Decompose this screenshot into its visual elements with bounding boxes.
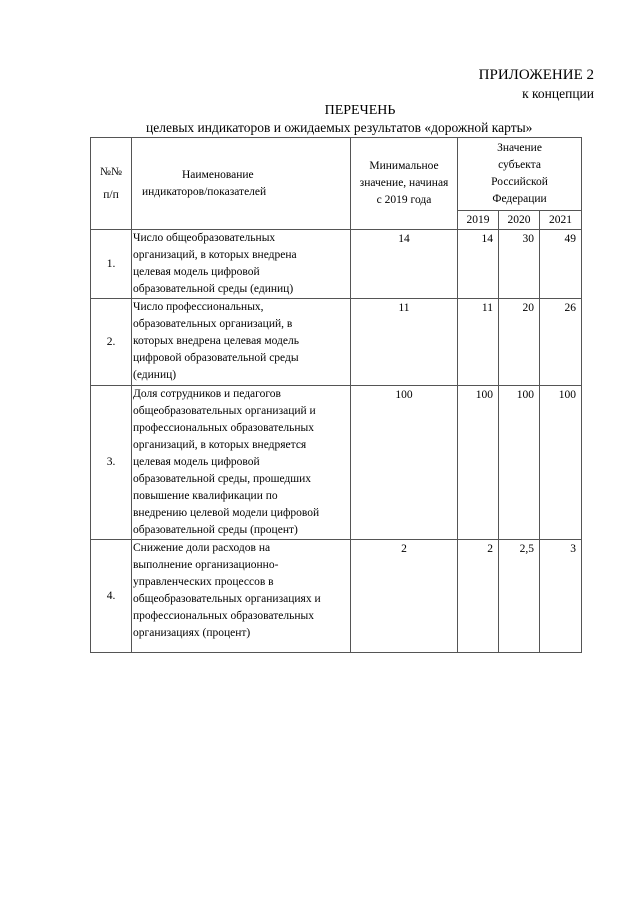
indicator-name-line: Доля сотрудников и педагогов: [133, 388, 281, 400]
indicator-name-line: которых внедрена целевая модель: [133, 335, 299, 347]
indicator-name-line: профессиональных образовательных: [133, 610, 314, 622]
column-header-min-line1: Минимальное: [369, 160, 439, 172]
indicator-name-line: организаций, в которых внедрена: [133, 249, 297, 261]
column-header-number-line1: №№: [100, 165, 122, 178]
indicator-name-line: Число общеобразовательных: [133, 232, 276, 244]
column-header-value-line1: Значение: [497, 142, 542, 154]
value-2021: 49: [540, 230, 582, 299]
table-row: [91, 386, 582, 540]
indicator-name-line: целевая модель цифровой: [133, 456, 260, 468]
indicator-name-line: организациях (процент): [133, 627, 251, 639]
indicator-name: [132, 230, 351, 299]
row-number: 3.: [91, 386, 132, 540]
indicator-name: [132, 299, 351, 386]
indicator-name-line: профессиональных образовательных: [133, 422, 314, 434]
indicator-name-line: (единиц): [133, 369, 177, 381]
value-2021: 100: [540, 386, 582, 540]
value-2019: 11: [458, 299, 499, 386]
value-2021: 3: [540, 540, 582, 653]
table-row: [91, 540, 582, 653]
column-header-value-line3: Российской: [491, 176, 548, 188]
appendix-label: [479, 67, 594, 102]
indicator-name-line: управленческих процессов в: [133, 576, 274, 588]
table-row: [91, 230, 582, 299]
column-header-value-line2: субъекта: [498, 159, 541, 171]
indicator-name-line: Число профессиональных,: [133, 301, 264, 313]
indicator-name: [132, 386, 351, 540]
min-value: 14: [351, 230, 458, 299]
value-2020: 20: [499, 299, 540, 386]
value-2019: 14: [458, 230, 499, 299]
table-row: [91, 299, 582, 386]
year-header-2019: 2019: [458, 211, 499, 230]
column-header-name: [132, 138, 351, 230]
indicator-name-line: организаций, в которых внедряется: [133, 439, 307, 451]
min-value: 100: [351, 386, 458, 540]
value-2019: 100: [458, 386, 499, 540]
column-header-name-line2: индикаторов/показателей: [142, 185, 267, 198]
row-number: 4.: [91, 540, 132, 653]
year-header-2021: 2021: [540, 211, 582, 230]
appendix-subtitle: к концепции: [522, 86, 594, 101]
indicator-name-line: общеобразовательных организациях и: [133, 593, 321, 605]
column-header-min-line2: значение, начиная: [359, 177, 449, 189]
indicator-name-line: общеобразовательных организаций и: [133, 405, 316, 417]
indicator-name-line: повышение квалификации по: [133, 490, 278, 502]
value-2020: 100: [499, 386, 540, 540]
value-2019: 2: [458, 540, 499, 653]
indicator-name-line: образовательной среды, прошедших: [133, 473, 312, 485]
row-number: 2.: [91, 299, 132, 386]
indicator-name-line: цифровой образовательной среды: [133, 352, 299, 364]
indicators-table: [90, 137, 582, 653]
year-header-2020: 2020: [499, 211, 540, 230]
indicator-name-line: образовательных организаций, в: [133, 318, 293, 330]
indicator-name-line: Снижение доли расходов на: [133, 542, 271, 554]
indicator-name-line: целевая модель цифровой: [133, 266, 260, 278]
appendix-title: ПРИЛОЖЕНИЕ 2: [478, 67, 594, 83]
indicator-name-line: образовательной среды (процент): [133, 524, 298, 536]
indicator-name-line: внедрению целевой модели цифровой: [133, 507, 320, 519]
document-subtitle: целевых индикаторов и ожидаемых результатов «дорожной карты»: [146, 120, 533, 135]
row-number: 1.: [91, 230, 132, 299]
column-header-name-line1: Наименование: [182, 168, 254, 181]
min-value: 11: [351, 299, 458, 386]
column-header-value: [458, 138, 582, 211]
value-2021: 26: [540, 299, 582, 386]
column-header-number-line2: п/п: [103, 188, 119, 201]
indicator-name: [132, 540, 351, 653]
column-header-value-line4: Федерации: [492, 193, 547, 205]
document-title: ПЕРЕЧЕНЬ: [324, 103, 396, 118]
indicator-name-line: образовательной среды (единиц): [133, 283, 294, 295]
value-2020: 30: [499, 230, 540, 299]
column-header-min: [351, 138, 458, 230]
value-2020: 2,5: [499, 540, 540, 653]
column-header-number: [91, 138, 132, 230]
min-value: 2: [351, 540, 458, 653]
indicator-name-line: выполнение организационно-: [133, 559, 279, 571]
column-header-min-line3: с 2019 года: [376, 194, 432, 206]
